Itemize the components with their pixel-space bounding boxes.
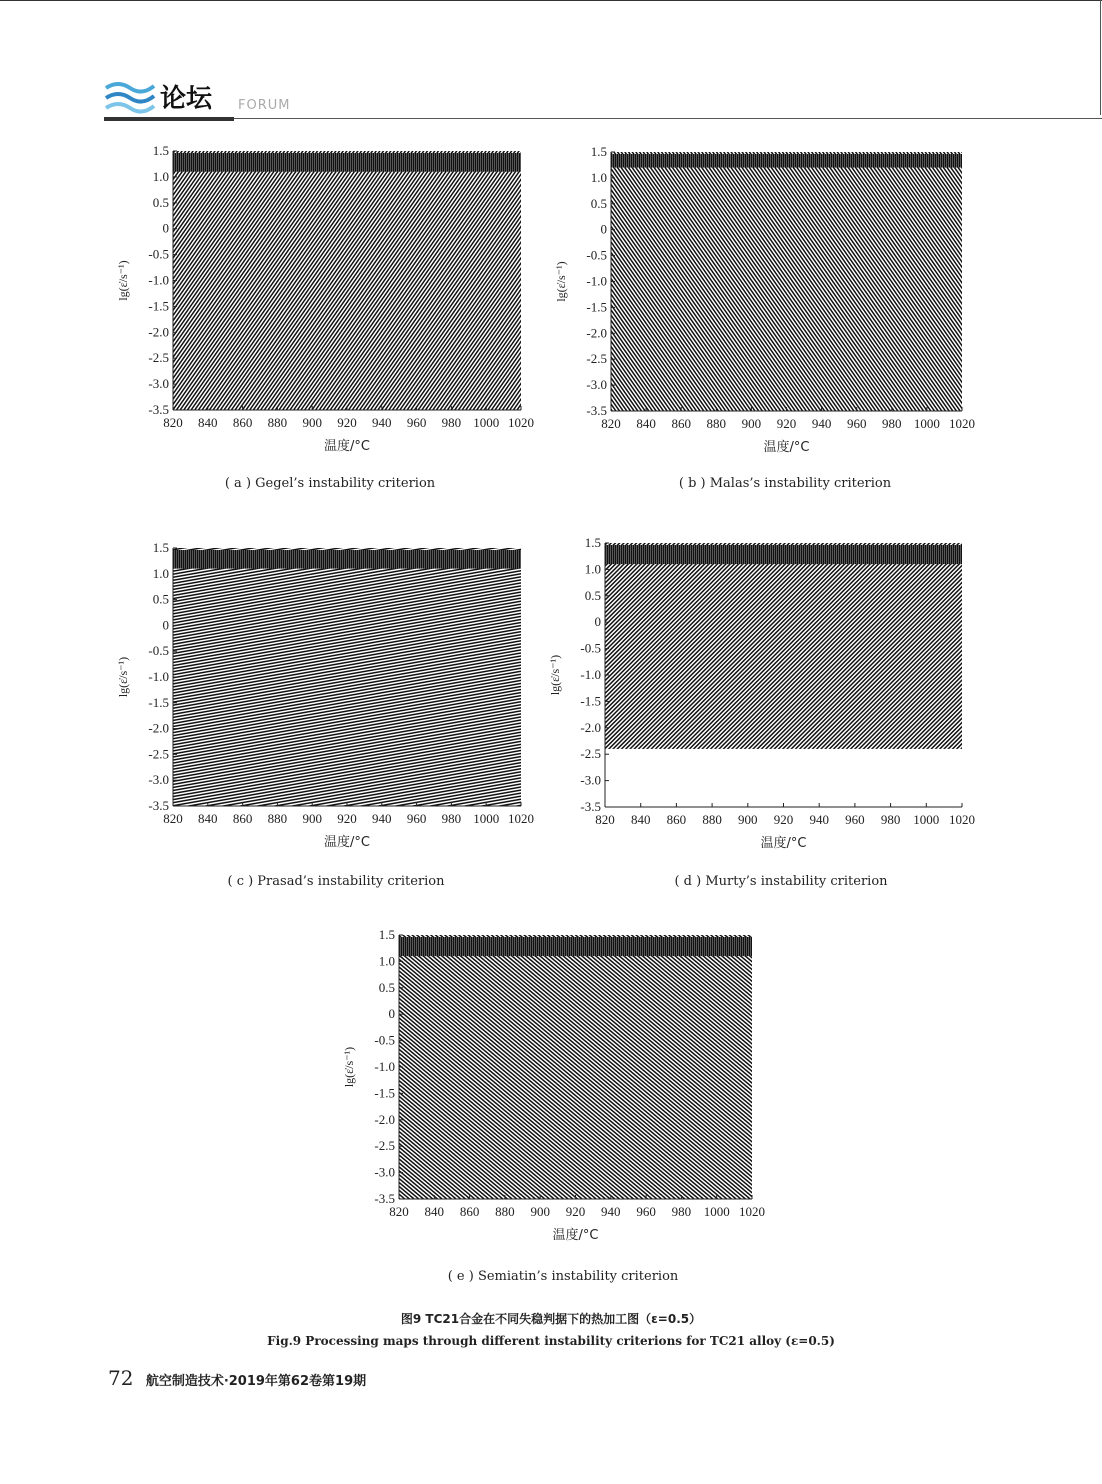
y-tick-label: -3.5 [580,799,601,814]
x-tick-label: 880 [495,1204,515,1219]
y-tick-label: 1.5 [378,927,395,942]
x-tick-label: 880 [267,811,288,826]
x-tick-label: 840 [636,416,656,431]
caption-d: ( d ) Murty’s instability criterion [674,874,888,889]
y-tick-label: -1.0 [586,273,607,289]
y-tick-label: -2.5 [374,1138,395,1154]
chart-panel-d [535,529,992,855]
y-tick-label: -3.5 [586,403,607,418]
y-tick-label: -2.5 [580,746,601,762]
x-tick-label: 900 [530,1204,550,1219]
y-tick-label: -2.5 [148,746,169,762]
x-tick-label: 1000 [473,811,500,826]
section-title-en: FORUM [238,98,291,113]
chart-panel-b [541,138,992,459]
caption-e: ( e ) Semiatin’s instability criterion [447,1269,679,1284]
caption-a: ( a ) Gegel’s instability criterion [224,476,436,491]
y-tick-label: -3.0 [374,1164,395,1180]
x-tick-label: 980 [882,416,902,431]
y-tick-label: 1.0 [590,169,607,185]
x-tick-label: 860 [459,1204,480,1219]
x-tick-label: 920 [773,812,794,827]
x-tick-label: 980 [441,811,462,826]
x-tick-label: 920 [337,811,357,826]
x-tick-label: 820 [163,415,183,430]
y-tick-label: 1.5 [152,143,169,158]
caption-b: ( b ) Malas’s instability criterion [678,476,892,491]
x-tick-label: 860 [232,415,253,430]
x-tick-label: 880 [267,415,288,430]
y-tick-label: -3.5 [148,798,169,813]
y-tick-label: 0 [594,614,601,630]
x-tick-label: 880 [702,812,722,827]
chart-svg-d [535,529,992,855]
x-tick-label: 980 [441,415,462,430]
header-rule-thick [104,117,234,121]
x-tick-label: 940 [809,812,829,827]
y-tick-label: -1.0 [148,272,169,288]
y-tick-label: -3.0 [586,377,607,393]
y-tick-label: -1.5 [374,1085,395,1101]
journal-name: 航空制造技术·2019年第62卷第19期 [145,1374,367,1389]
y-tick-label: -2.0 [580,719,601,735]
y-tick-label: 0 [600,221,607,237]
y-tick-label: -2.5 [586,351,607,367]
x-axis-label: 温度/°C [324,835,370,850]
y-tick-label: -3.0 [148,376,169,392]
y-tick-label: -0.5 [148,246,169,262]
page-footer [108,1366,366,1390]
y-tick-label: 1.5 [152,540,169,555]
dense-band-b [611,154,962,168]
top-border-line [0,0,1102,1]
x-tick-label: 820 [595,812,615,827]
dense-band-a [173,153,521,172]
x-tick-label: 1020 [508,415,534,430]
y-tick-label: -1.0 [580,667,601,682]
y-tick-label: -1.5 [148,298,169,314]
y-tick-label: 0 [162,220,169,236]
chart-panel-a [103,137,551,458]
page-number: 72 [108,1366,134,1390]
y-tick-label: -0.5 [374,1032,395,1048]
unstable-region-b [611,152,962,411]
y-axis-label: lg(ε̇/s⁻¹) [116,260,130,301]
x-tick-label: 920 [776,416,797,431]
chart-svg-b [541,138,992,459]
x-tick-label: 840 [198,415,218,430]
y-tick-label: -1.0 [374,1059,395,1074]
y-tick-label: -1.5 [580,693,601,709]
chart-svg-a [103,137,551,458]
dense-band-e [399,937,752,956]
x-tick-label: 920 [565,1204,586,1219]
x-tick-label: 960 [636,1204,656,1219]
x-tick-label: 1020 [739,1204,765,1219]
y-tick-label: 0 [388,1006,395,1022]
x-tick-label: 860 [671,416,691,431]
x-tick-label: 1000 [913,416,940,431]
y-axis-label: lg(ε̇/s⁻¹) [342,1046,356,1088]
y-tick-label: -2.0 [148,720,169,736]
x-tick-label: 1020 [508,811,534,826]
chart-panel-c [103,534,551,854]
x-tick-label: 960 [406,811,427,826]
x-tick-label: 1000 [913,812,940,827]
x-axis-label: 温度/°C [763,440,810,455]
y-tick-label: 1.0 [152,565,169,581]
y-tick-label: -0.5 [148,643,169,659]
x-tick-label: 960 [406,415,427,430]
x-tick-label: 1000 [473,415,500,430]
x-tick-label: 840 [630,812,651,827]
chart-svg-e [329,921,782,1247]
wave-logo-icon [104,78,160,114]
y-tick-label: -3.0 [580,772,601,788]
x-tick-label: 940 [372,811,392,826]
page-header [104,70,1102,122]
y-tick-label: 1.0 [152,168,169,184]
y-tick-label: -0.5 [580,640,601,656]
header-rule-thin [234,118,1102,119]
x-tick-label: 940 [811,416,832,431]
y-tick-label: 0.5 [378,979,395,995]
x-tick-label: 1020 [949,812,975,827]
chart-svg-c [103,534,551,854]
x-tick-label: 920 [337,415,357,430]
dense-band-d [605,545,962,564]
y-tick-label: -3.5 [148,402,169,417]
x-tick-label: 960 [846,416,867,431]
y-tick-label: 1.5 [584,535,601,550]
y-tick-label: -3.0 [148,772,169,788]
x-axis-label: 温度/°C [324,439,370,454]
x-tick-label: 820 [601,416,621,431]
x-tick-label: 820 [163,811,183,826]
y-tick-label: 0.5 [584,587,601,603]
y-tick-label: -2.5 [148,350,169,366]
y-tick-label: 0.5 [590,195,607,211]
x-tick-label: 880 [706,416,727,431]
x-tick-label: 960 [845,812,865,827]
y-tick-label: -1.5 [586,299,607,315]
y-tick-label: 1.5 [590,144,607,159]
y-tick-label: 0.5 [152,194,169,210]
y-tick-label: 1.0 [378,953,395,969]
y-tick-label: -2.0 [374,1111,395,1127]
unstable-region-c [173,548,521,806]
y-tick-label: -3.5 [374,1191,395,1206]
unstable-region-d [605,543,962,749]
x-tick-label: 980 [880,812,901,827]
x-tick-label: 860 [666,812,687,827]
y-tick-label: -0.5 [586,247,607,263]
x-tick-label: 840 [424,1204,445,1219]
dense-band-c [173,550,521,569]
x-tick-label: 980 [671,1204,692,1219]
x-tick-label: 840 [198,811,218,826]
y-axis-label: lg(ε̇/s⁻¹) [548,654,562,696]
y-tick-label: 0.5 [152,591,169,607]
figure-caption-en: Fig.9 Processing maps through different instability criterions for TC21 alloy (ε=0.5) [267,1334,835,1348]
x-tick-label: 900 [738,812,758,827]
x-tick-label: 900 [741,416,762,431]
figure-caption-cn: 图9 TC21合金在不同失稳判据下的热加工图（ε=0.5） [400,1312,702,1326]
y-axis-label: lg(ε̇/s⁻¹) [116,656,130,698]
x-tick-label: 820 [389,1204,409,1219]
x-tick-label: 860 [232,811,253,826]
unstable-region-e [399,935,752,1199]
unstable-region-a [173,151,521,410]
chart-panel-e [329,921,782,1247]
x-tick-label: 940 [372,415,392,430]
y-tick-label: -1.0 [148,669,169,684]
x-tick-label: 1000 [703,1204,730,1219]
x-tick-label: 940 [601,1204,621,1219]
x-axis-label: 温度/°C [552,1228,599,1243]
y-tick-label: -2.0 [586,325,607,341]
y-tick-label: 0 [162,617,169,633]
section-title-cn: 论坛 [160,84,213,114]
x-tick-label: 900 [302,811,322,826]
x-tick-label: 1020 [949,416,975,431]
y-tick-label: -2.0 [148,324,169,340]
caption-c: ( c ) Prasad’s instability criterion [227,874,445,889]
y-axis-label: lg(ε̇/s⁻¹) [554,261,568,302]
y-tick-label: 1.0 [584,561,601,577]
x-axis-label: 温度/°C [760,836,807,851]
y-tick-label: -1.5 [148,694,169,710]
x-tick-label: 900 [302,415,322,430]
